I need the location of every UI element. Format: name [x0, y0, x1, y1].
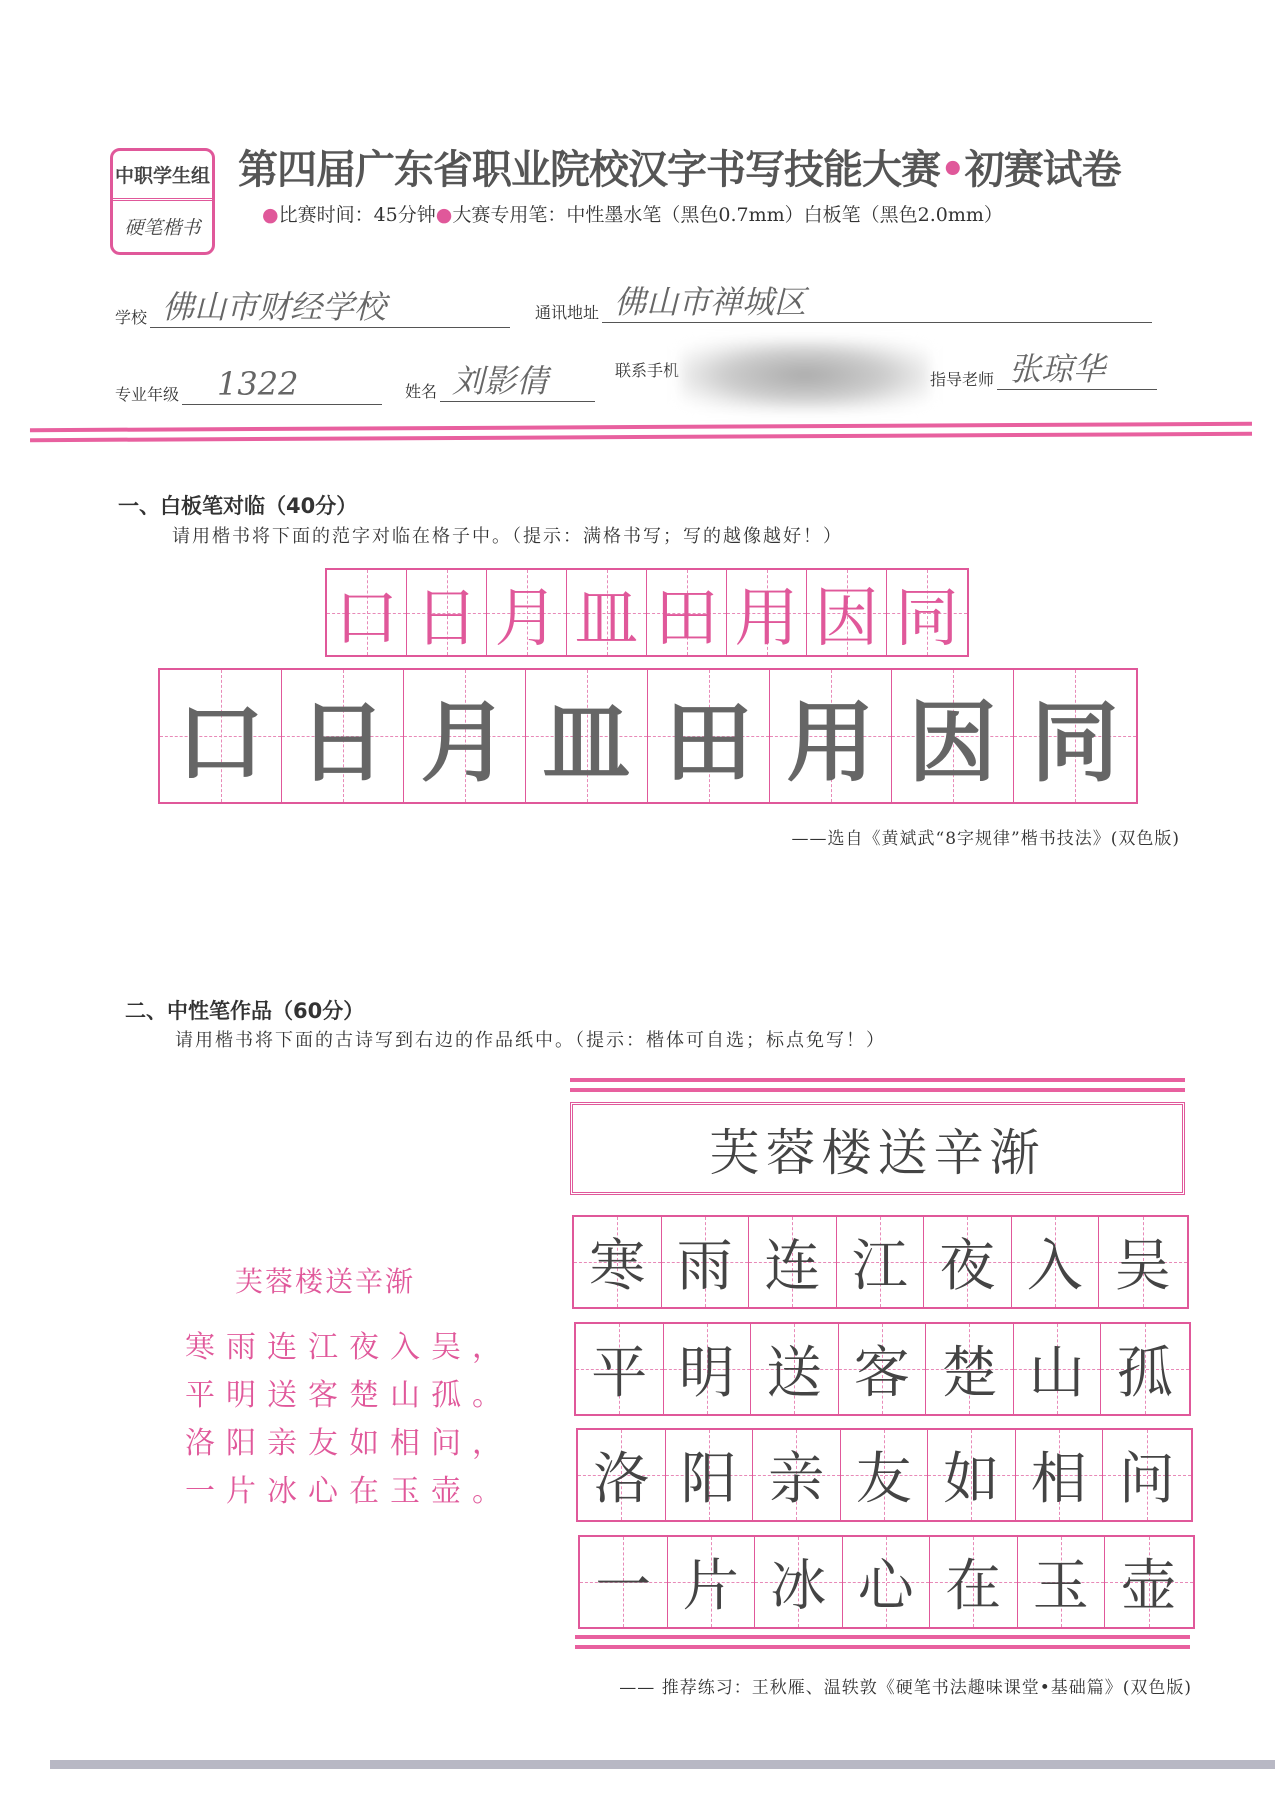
- poem-line: 洛阳亲友如相问，: [185, 1426, 513, 1461]
- model-poem: [185, 1260, 513, 1514]
- char-cell: [647, 570, 727, 655]
- char-cell: [668, 1537, 756, 1627]
- char: 如: [943, 1447, 1000, 1512]
- char: 冰: [770, 1554, 827, 1619]
- phone-label: 联系手机: [615, 361, 680, 380]
- char-cell: [407, 570, 487, 655]
- char-cell: [567, 570, 647, 655]
- char: 送: [766, 1341, 823, 1406]
- school-field: [115, 288, 510, 328]
- char-cell: [327, 570, 407, 655]
- poem-line: 一片冰心在玉壶。: [185, 1474, 513, 1509]
- char: 因: [908, 691, 997, 794]
- address-label: 通讯地址: [535, 303, 600, 322]
- char: 皿: [542, 691, 631, 794]
- page-bottom-bar: [50, 1760, 1275, 1769]
- char: 入: [1026, 1234, 1083, 1299]
- char-cell: [1012, 1217, 1100, 1307]
- char-cell: [574, 1217, 662, 1307]
- char: 江: [851, 1234, 908, 1299]
- char: 夜: [939, 1234, 996, 1299]
- char-cell: [770, 670, 892, 802]
- section1-instruction: 请用楷书将下面的范字对临在格子中。（提示：满格书写；写的越像越好！）: [172, 526, 843, 547]
- grade-field: [115, 365, 382, 405]
- school-label: 学校: [115, 308, 148, 327]
- char: 楚: [941, 1341, 998, 1406]
- char: 明: [678, 1341, 735, 1406]
- divider: [30, 422, 1252, 442]
- char-cell: [487, 570, 567, 655]
- grade-label: 专业年级: [115, 385, 180, 404]
- section2-instruction: 请用楷书将下面的古诗写到右边的作品纸中。（提示：楷体可自选；标点免写！）: [175, 1030, 886, 1051]
- char-cell: [1103, 1430, 1191, 1520]
- char-cell: [928, 1430, 1016, 1520]
- char-cell: [887, 570, 967, 655]
- title-main: 第四届广东省职业院校汉字书写技能大赛: [238, 147, 940, 193]
- address-field: [535, 283, 1152, 323]
- phone-field: [615, 358, 679, 381]
- char: 心: [857, 1554, 914, 1619]
- char: 日: [298, 691, 387, 794]
- char-cell: [662, 1217, 750, 1307]
- char-cell: [576, 1324, 664, 1414]
- redacted-phone: [680, 340, 930, 410]
- char-cell: [1018, 1537, 1106, 1627]
- char: 友: [855, 1447, 912, 1512]
- char-cell: [749, 1217, 837, 1307]
- char: 孤: [1116, 1341, 1173, 1406]
- char: 玉: [1032, 1554, 1089, 1619]
- char: 亲: [768, 1447, 825, 1512]
- name-label: 姓名: [405, 382, 438, 401]
- grade-value: 1322: [182, 365, 382, 405]
- char: 用: [786, 691, 875, 794]
- char: 同: [1030, 691, 1119, 794]
- char-cell: [807, 570, 887, 655]
- section2-heading: 二、中性笔作品（60分）: [125, 999, 365, 1023]
- char-cell: [841, 1430, 929, 1520]
- char-cell: [1014, 670, 1136, 802]
- address-value: 佛山市禅城区: [602, 283, 1152, 323]
- char: 问: [1118, 1447, 1175, 1512]
- char-cell: [526, 670, 648, 802]
- char: 用: [734, 581, 799, 656]
- char-cell: [755, 1537, 843, 1627]
- char-cell: [1099, 1217, 1187, 1307]
- char-cell: [648, 670, 770, 802]
- char-cell: [753, 1430, 841, 1520]
- char: 同: [895, 581, 959, 656]
- char: 因: [814, 581, 879, 656]
- char: 壶: [1120, 1554, 1177, 1619]
- char-cell: [282, 670, 404, 802]
- badge-category: 硬笔楷书: [124, 216, 201, 239]
- poem-line: 寒雨连江夜入吴，: [185, 1330, 513, 1365]
- page-title: [238, 138, 1121, 195]
- teacher-value: 张琼华: [997, 350, 1157, 390]
- char-cell: [751, 1324, 839, 1414]
- char-cell: [160, 670, 282, 802]
- char-cell: [404, 670, 526, 802]
- char-cell: [892, 670, 1014, 802]
- section2-credit: —— 推荐练习：王秋雁、温轶敦《硬笔书法趣味课堂•基础篇》(双色版): [619, 1678, 1192, 1698]
- char: 平: [591, 1341, 648, 1406]
- char: 口: [334, 581, 399, 656]
- section1-heading: 一、白板笔对临（40分）: [118, 494, 358, 518]
- school-value: 佛山市财经学校: [150, 288, 510, 328]
- char: 田: [654, 581, 719, 656]
- char: 寒: [589, 1234, 646, 1299]
- char-cell: [1014, 1324, 1102, 1414]
- char: 月: [420, 691, 509, 794]
- name-value: 刘影倩: [440, 362, 595, 402]
- char-cell: [837, 1217, 925, 1307]
- char-cell: [1016, 1430, 1104, 1520]
- char-cell: [926, 1324, 1014, 1414]
- char: 阳: [680, 1447, 737, 1512]
- char-cell: [843, 1537, 931, 1627]
- char-cell: [727, 570, 807, 655]
- poem-title: 芙蓉楼送辛渐: [235, 1265, 416, 1298]
- poem-line: 平明送客楚山孤。: [185, 1378, 513, 1413]
- char: 吴: [1114, 1234, 1171, 1299]
- model-char-grid: [325, 568, 969, 657]
- exam-pens: 大赛专用笔：中性墨水笔（黑色0.7mm）白板笔（黑色2.0mm）: [452, 204, 1003, 226]
- char: 口: [176, 691, 265, 794]
- char: 在: [945, 1554, 1002, 1619]
- teacher-field: [930, 350, 1157, 390]
- title-sub: 初赛试卷: [964, 147, 1121, 193]
- char-cell: [578, 1430, 666, 1520]
- exam-time: 比赛时间：45分钟: [278, 204, 436, 226]
- teacher-label: 指导老师: [930, 370, 995, 389]
- exam-info: ●比赛时间：45分钟●大赛专用笔：中性墨水笔（黑色0.7mm）白板笔（黑色2.0mm）: [262, 204, 1003, 226]
- title-dot: •: [940, 147, 965, 193]
- char: 连: [764, 1234, 821, 1299]
- char-cell: [839, 1324, 927, 1414]
- work-top-border: [570, 1078, 1185, 1092]
- work-bottom-border: [575, 1635, 1190, 1649]
- char-cell: [666, 1430, 754, 1520]
- char: 田: [664, 691, 753, 794]
- work-row: [576, 1428, 1193, 1522]
- practice-char-grid: [158, 668, 1138, 804]
- char-cell: [664, 1324, 752, 1414]
- char: 雨: [676, 1234, 733, 1299]
- char: 客: [853, 1341, 910, 1406]
- char-cell: [930, 1537, 1018, 1627]
- work-row: [578, 1535, 1195, 1629]
- char-cell: [580, 1537, 668, 1627]
- group-badge: [110, 148, 215, 255]
- char-cell: [1101, 1324, 1189, 1414]
- char: 洛: [593, 1447, 650, 1512]
- char: 片: [682, 1554, 739, 1619]
- char-cell: [1105, 1537, 1193, 1627]
- work-row: [574, 1322, 1191, 1416]
- char: 一: [595, 1554, 652, 1619]
- work-title-box: 芙蓉楼送辛渐: [570, 1102, 1185, 1195]
- char: 皿: [574, 581, 639, 656]
- char-cell: [924, 1217, 1012, 1307]
- char: 山: [1028, 1341, 1085, 1406]
- char: 相: [1030, 1447, 1087, 1512]
- badge-group: 中职学生组: [113, 151, 212, 201]
- name-field: [405, 362, 595, 402]
- section1-credit: ——选自《黄斌武“8字规律”楷书技法》(双色版): [791, 829, 1180, 849]
- char: 日: [414, 581, 479, 656]
- char: 月: [494, 581, 559, 656]
- work-row: [572, 1215, 1189, 1309]
